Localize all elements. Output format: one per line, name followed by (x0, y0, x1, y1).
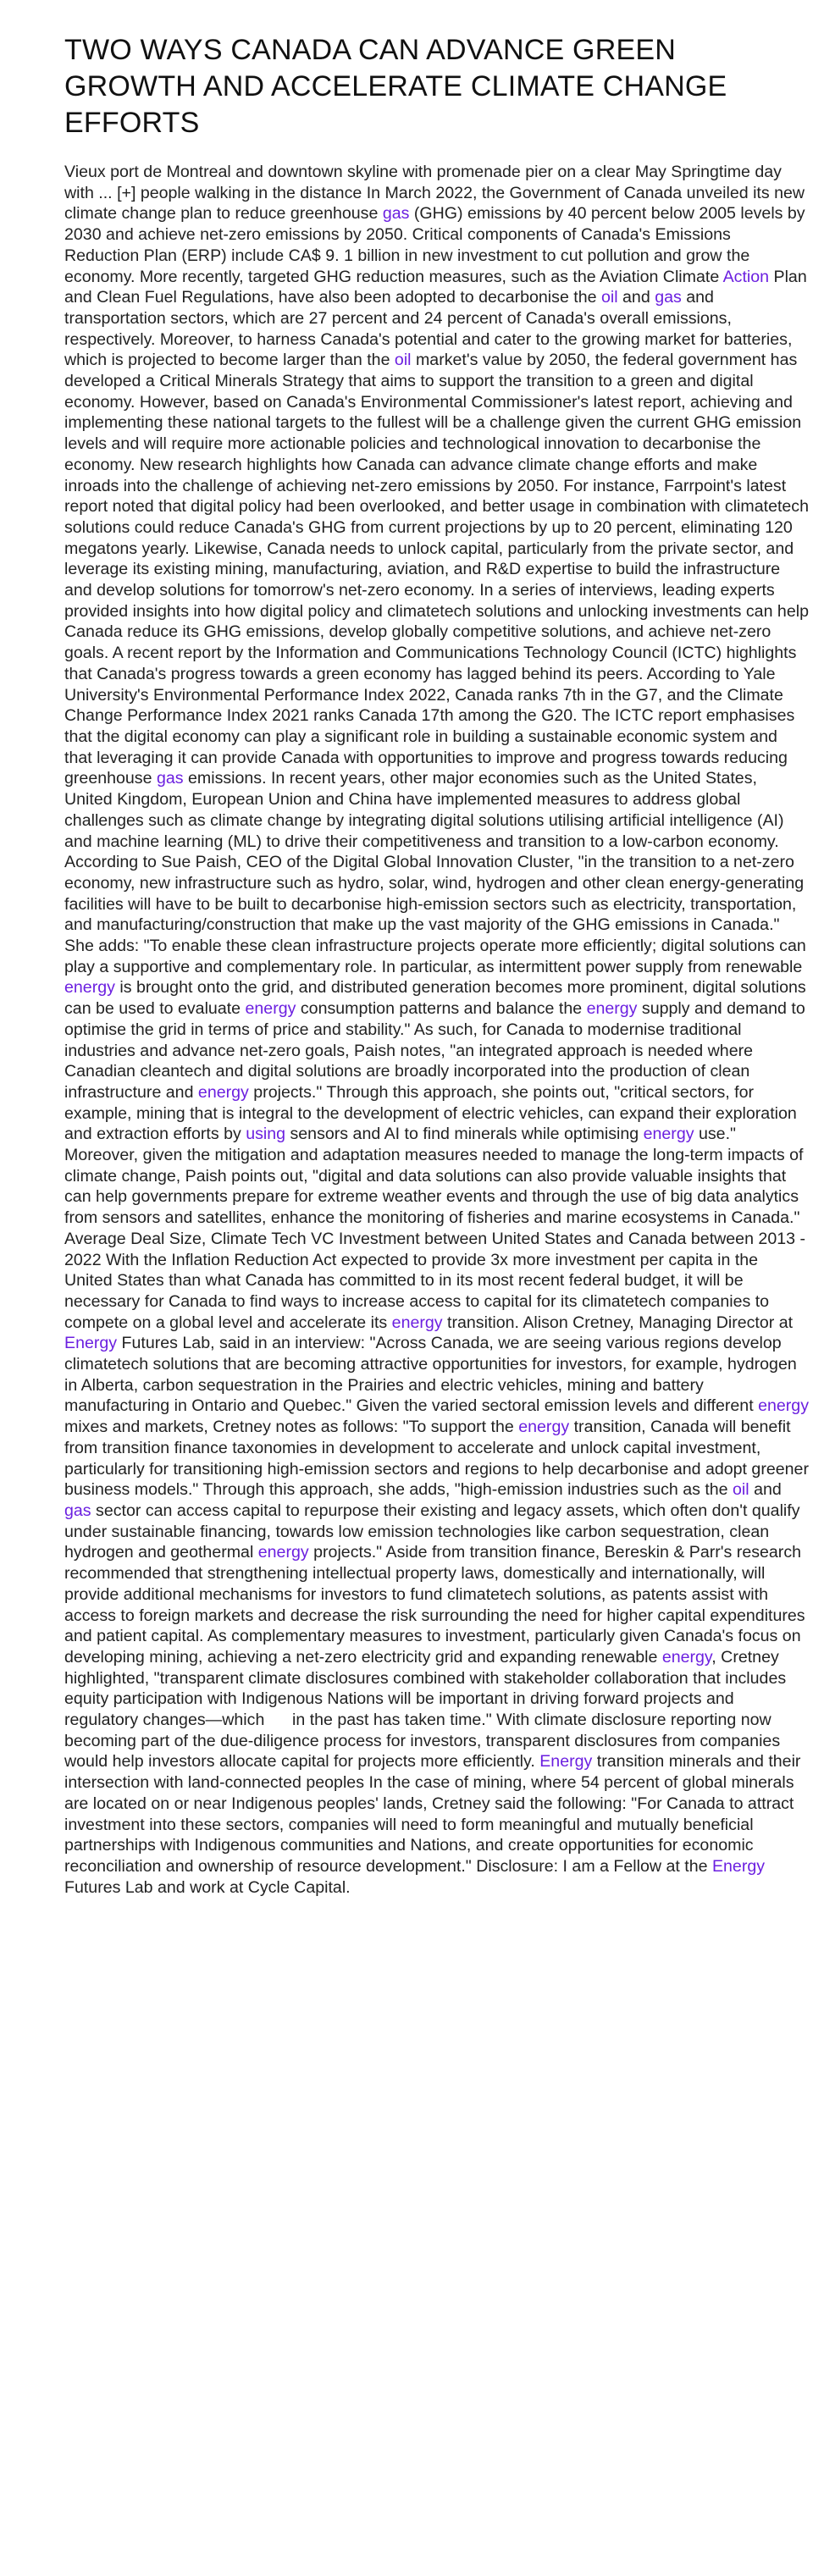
article-text: transition minerals and their intersection with land-connected peoples In the case of mining, where 54 percent of global minerals are located on or near Indigenous peoples' lands, Cretney said the following: "For Canada to attract investment into these sectors, companies will need to form meaningful and mutually beneficial partnerships with Indigenous communities and Nations, and create opportunities for economic reconciliation and ownership of resource development." Disclosure: I am a Fellow at the (64, 1752, 801, 1876)
article-text: transition. Alison Cretney, Managing Director at (442, 1313, 794, 1332)
article-text: emissions. In recent years, other major economies such as the United States, United Kingdom, European Union and China have implemented measures to address global challenges such as climate change by integrating digital solutions utilising artificial intelligence (AI) and machine learning (ML) to drive their competitiveness and transition to a low-carbon economy. According to Sue Paish, CEO of the Digital Global Innovation Cluster, "in the transition to a net-zero economy, new infrastructure such as hydro, solar, wind, hydrogen and other clean energy-generating facilities will have to be built to decarbonise high-emission sectors such as electricity, transportation, and manufacturing/construction that make up the vast majority of the GHG emissions in Canada." She adds: "To enable these clean infrastructure projects operate more efficiently; digital solutions can play a supportive and complementary role. In particular, as intermittent power supply from renewable (64, 769, 806, 976)
keyword-link[interactable]: energy (586, 999, 638, 1019)
keyword-link[interactable]: using (246, 1125, 286, 1144)
keyword-link[interactable]: energy (518, 1418, 570, 1437)
keyword-link[interactable]: energy (643, 1125, 694, 1144)
keyword-link[interactable]: gas (156, 769, 184, 788)
keyword-link[interactable]: Action (722, 267, 770, 286)
article-text: and transportation sectors, which are 27 percent and 24 percent of Canada's overall emissions, respectively. Moreover, to harness Canada's potential and cater to the growing market for batteries, which is projected to become larger than the (64, 288, 793, 370)
article-text: is brought onto the grid, and distributed generation becomes more prominent, digital solutions can be used to evaluate (64, 978, 806, 1019)
article-text: and (749, 1480, 782, 1500)
keyword-link[interactable]: oil (600, 288, 618, 307)
article-text: , Cretney highlighted, "transparent climate disclosures combined with stakeholder collaboration that includes equity participation with Indigenous Nations will be important in driving forward projects and regulatory changes—which in the past has taken time." With climate disclosure reporting now becoming part of the due-diligence process for investors, transparent disclosures from companies would help investors allocate capital for projects more efficiently. (64, 1647, 787, 1772)
keyword-link[interactable]: gas (382, 204, 410, 224)
article-body (64, 162, 810, 1898)
keyword-link[interactable]: energy (257, 1543, 309, 1562)
article-text: Plan and Clean Fuel Regulations, have also been adopted to decarbonise the (64, 267, 807, 307)
keyword-link[interactable]: oil (394, 351, 412, 370)
article-text: Vieux port de Montreal and downtown skyline with promenade pier on a clear May Springtime day with ... [+] people walking in the distance In March 2022, the Government of Canada unveiled its new climate change plan to reduce greenhouse (64, 163, 805, 224)
keyword-link[interactable]: energy (391, 1313, 443, 1332)
article-text: consumption patterns and balance the (296, 999, 587, 1019)
article-text: sensors and AI to find minerals while optimising (285, 1125, 644, 1144)
keyword-link[interactable]: energy (758, 1396, 810, 1416)
article-text: projects." Aside from transition finance, Bereskin & Parr's research recommended that strengthening intellectual property laws, domestically and internationally, will provide additional mechanisms for investors to fund climatetech solutions, as patents assist with access to foreign markets and decrease the risk surrounding the need for higher capital expenditures and patient capital. As complementary measures to investment, particularly given Canada's focus on developing mining, achieving a net-zero electricity grid and expanding renewable (64, 1543, 805, 1667)
keyword-link[interactable]: energy (661, 1647, 712, 1667)
article-text: (GHG) emissions by 40 percent below 2005 levels by 2030 and achieve net-zero emissions by 2050. Critical components of Canada's Emissions Reduction Plan (ERP) include CA$ 9. 1 billion in new investment to cut pollution and grow the economy. More recently, targeted GHG reduction measures, such as the Aviation Climate (64, 204, 805, 286)
article-text: Futures Lab and work at Cycle Capital. (64, 1877, 351, 1897)
keyword-link[interactable]: energy (64, 978, 115, 998)
article-text: sector can access capital to repurpose their existing and legacy assets, which often don't qualify under sustainable financing, towards low emission technologies like carbon sequestration, clean hydrogen and geothermal (64, 1501, 800, 1562)
keyword-link[interactable]: energy (197, 1082, 249, 1102)
article-text: use." Moreover, given the mitigation and adaptation measures needed to manage the long-term impacts of climate change, Paish points out, "digital and data solutions can also provide valuable insights that can help governments prepare for extreme weather events and through the use of big data analytics from sensors and satellites, enhance the monitoring of fisheries and marine ecosystems in Canada." Average Deal Size, Climate Tech VC Investment between United States and Canada between 2013 - 2022 With the Inflation Reduction Act expected to provide 3x more investment per capita in the United States than what Canada has committed to in its most recent federal budget, it will be necessary for Canada to find ways to increase access to capital for its climatetech companies to compete on a global level and accelerate its (64, 1125, 805, 1332)
article-text: and (617, 288, 655, 307)
keyword-link[interactable]: Energy (711, 1856, 766, 1876)
article-text: transition, Canada will benefit from transition finance taxonomies in development to accelerate and unlock capital investment, particularly for transitioning high-emission sectors and regions to help decarbonise and adopt greener business models." Through this approach, she adds, "high-emission industries such as the (64, 1418, 809, 1500)
keyword-link[interactable]: gas (655, 288, 682, 307)
article-headline: TWO WAYS CANADA CAN ADVANCE GREEN GROWTH AND ACCELERATE CLIMATE CHANGE EFFORTS (64, 34, 727, 139)
keyword-link[interactable]: energy (245, 999, 296, 1019)
article-text: market's value by 2050, the federal government has developed a Critical Minerals Strategy that aims to support the transition to a green and digital economy. However, based on Canada's Environmental Commissioner's latest report, achieving and implementing these national targets to the fullest will be a challenge given the current GHG emission levels and will require more actionable policies and technological innovation to decarbonise the economy. New research highlights how Canada can advance climate change efforts and make inroads into the challenge of achieving net-zero emissions by 2050. For instance, Farrpoint's latest report noted that digital policy had been overlooked, and better usage in combination with climatetech solutions could reduce Canada's GHG from current projections by up to 20 percent, eliminating 120 megatons yearly. Likewise, Canada needs to unlock capital, particularly from the private sector, and leverage its existing mining, manufacturing, aviation, and R&D expertise to build the infrastructure and develop solutions for tomorrow's net-zero economy. In a series of interviews, leading experts provided insights into how digital policy and climatetech solutions and unlocking investments can help Canada reduce its GHG emissions, develop globally competitive solutions, and achieve net-zero goals. A recent report by the Information and Communications Technology Council (ICTC) highlights that Canada's progress towards a green economy has lagged behind its peers. According to Yale University's Environmental Performance Index 2022, Canada ranks 7th in the G7, and the Climate Change Performance Index 2021 ranks Canada 17th among the G20. The ICTC report emphasises that the digital economy can play a significant role in building a sustainable economic system and that leveraging it can provide Canada with opportunities to improve and progress towards reducing greenhouse (64, 351, 810, 788)
article-text: mixes and markets, Cretney notes as follows: "To support the (64, 1418, 519, 1437)
article-text: projects." Through this approach, she points out, "critical sectors, for example, mining that is integral to the development of electric vehicles, can expand their exploration and extraction efforts by (64, 1082, 797, 1144)
article-text: supply and demand to optimise the grid in terms of price and stability." As such, for Canada to modernise traditional industries and advance net-zero goals, Paish notes, "an integrated approach is needed where Canadian cleantech and digital solutions are broadly incorporated into the production of clean infrastructure and (64, 999, 805, 1102)
keyword-link[interactable]: gas (64, 1501, 91, 1520)
keyword-link[interactable]: oil (733, 1480, 749, 1500)
article-text: Futures Lab, said in an interview: "Across Canada, we are seeing various regions develop climatetech solutions that are becoming attractive opportunities for investors, for example, hydrogen in Alberta, carbon sequestration in the Prairies and electric vehicles, mining and battery manufacturing in Ontario and Quebec." Given the varied sectoral emission levels and different (64, 1334, 797, 1416)
keyword-link[interactable]: Energy (64, 1334, 118, 1353)
keyword-link[interactable]: Energy (539, 1752, 593, 1772)
